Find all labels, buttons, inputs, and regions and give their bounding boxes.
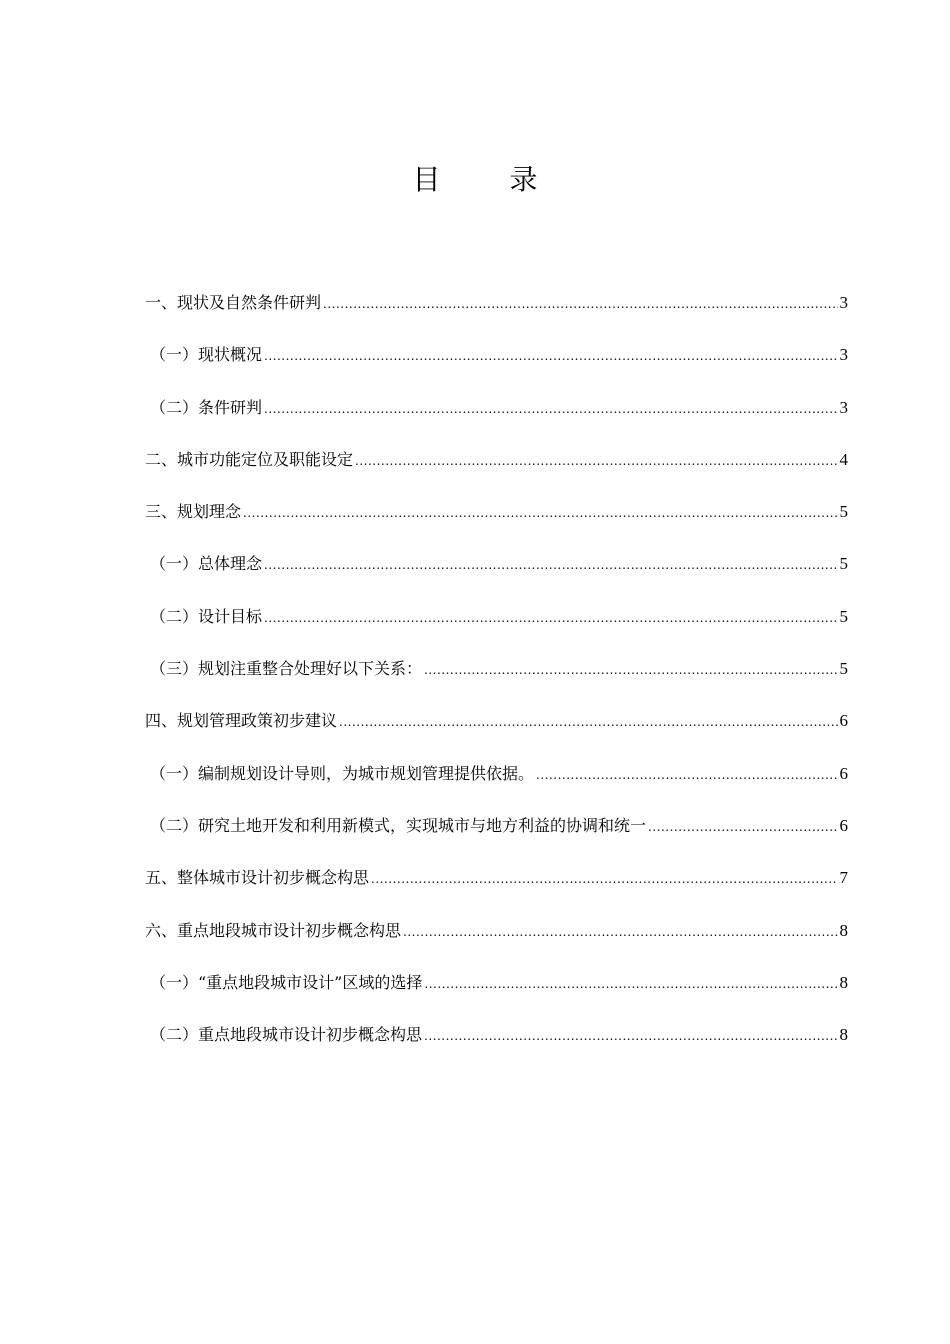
toc-dot-leader [403, 919, 837, 945]
toc-entry[interactable] [145, 342, 848, 394]
toc-dot-leader [264, 605, 837, 631]
toc-page-number: 6 [839, 815, 848, 835]
toc-dot-leader [424, 971, 837, 997]
toc-entry-label: （三）规划注重整合处理好以下关系： [150, 659, 423, 679]
table-of-contents [145, 290, 848, 1074]
toc-entry-label: （一）编制规划设计导则，为城市规划管理提供依据。 [150, 763, 535, 783]
toc-entry-label: 五、整体城市设计初步概念构思 [145, 868, 370, 888]
toc-dot-leader [243, 500, 837, 526]
toc-dot-leader [264, 552, 837, 578]
toc-entry-label: 二、城市功能定位及职能设定 [145, 449, 354, 469]
toc-entry[interactable] [145, 918, 848, 970]
toc-entry[interactable] [145, 813, 848, 865]
toc-entry[interactable] [145, 865, 848, 917]
toc-page-number: 3 [839, 293, 848, 312]
toc-dot-leader [648, 814, 837, 840]
toc-page-number: 5 [839, 554, 848, 574]
toc-entry-label: （二）设计目标 [150, 606, 263, 626]
toc-page-number: 8 [839, 1025, 848, 1045]
toc-page-number: 5 [839, 659, 848, 679]
toc-dot-leader [371, 866, 837, 892]
toc-entry[interactable] [145, 604, 848, 656]
page-title: 目 录 [412, 163, 568, 196]
toc-page-number: 4 [839, 449, 848, 469]
toc-entry-label: （二）重点地段城市设计初步概念构思 [150, 1025, 423, 1045]
toc-dot-leader [536, 762, 837, 788]
toc-entry[interactable] [145, 447, 848, 499]
toc-page-number: 7 [839, 868, 848, 888]
toc-entry-label: （一）总体理念 [150, 554, 263, 574]
toc-dot-leader [264, 396, 837, 422]
toc-entry-label: 六、重点地段城市设计初步概念构思 [145, 920, 402, 940]
toc-entry[interactable] [145, 290, 848, 342]
toc-dot-leader [424, 657, 837, 683]
toc-entry-label: （一）现状概况 [150, 345, 263, 365]
toc-page-number: 5 [839, 502, 848, 522]
toc-entry-label: 四、规划管理政策初步建议 [145, 711, 338, 731]
toc-entry-label: （二）条件研判 [150, 397, 263, 417]
toc-page-number: 8 [839, 972, 848, 992]
toc-page-number: 3 [839, 397, 848, 417]
toc-entry[interactable] [145, 761, 848, 813]
toc-entry-label: （一）“重点地段城市设计”区域的选择 [150, 972, 423, 992]
toc-entry[interactable] [145, 970, 848, 1022]
toc-dot-leader [323, 291, 837, 317]
toc-entry-label: （二）研究土地开发和利用新模式，实现城市与地方利益的协调和统一 [150, 815, 647, 835]
toc-dot-leader [355, 448, 837, 474]
toc-page-number: 5 [839, 606, 848, 626]
toc-page-number: 3 [839, 345, 848, 365]
toc-page-number: 6 [839, 763, 848, 783]
toc-entry[interactable] [145, 499, 848, 551]
toc-entry[interactable] [145, 656, 848, 708]
toc-page-number: 6 [839, 711, 848, 731]
toc-entry-label: 三、规划理念 [145, 502, 242, 522]
toc-entry[interactable] [145, 551, 848, 603]
toc-entry[interactable] [145, 708, 848, 760]
toc-dot-leader [424, 1023, 837, 1049]
toc-entry[interactable] [145, 395, 848, 447]
toc-dot-leader [339, 709, 837, 735]
toc-entry-label: 一、现状及自然条件研判 [145, 293, 322, 312]
toc-dot-leader [264, 343, 837, 369]
toc-page-number: 8 [839, 920, 848, 940]
toc-entry[interactable] [145, 1022, 848, 1074]
